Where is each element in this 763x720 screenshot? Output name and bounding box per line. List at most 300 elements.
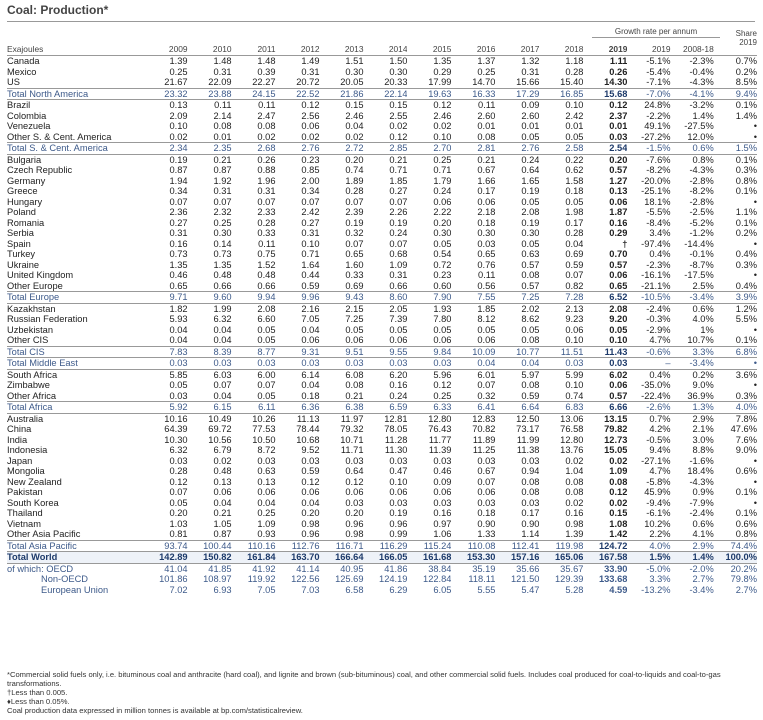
table-cell: 69.72 [208, 424, 232, 434]
table-cell: 0.25 [257, 508, 276, 518]
table-cell: 0.8% [735, 529, 757, 539]
table-row [7, 435, 757, 446]
table-cell: • [753, 324, 757, 335]
table-cell: 0.08 [565, 476, 584, 487]
table-cell: 0.18 [477, 508, 496, 518]
table-cell: -3.2% [689, 100, 714, 110]
table-cell: 0.31 [213, 186, 232, 196]
total-row [7, 88, 757, 100]
table-cell: 15.68 [583, 88, 627, 100]
table-cell: 0.05 [169, 497, 188, 508]
table-cell: 21.67 [164, 77, 188, 87]
table-cell: 0.28 [345, 186, 364, 196]
table-cell: 150.82 [188, 552, 232, 564]
row-label: Other S. & Cent. America [7, 131, 112, 142]
table-cell: 1.39 [169, 56, 188, 66]
table-cell: -0.3% [646, 314, 671, 324]
table-cell: 0.02 [565, 455, 584, 466]
table-cell: 0.65 [345, 249, 364, 259]
table-cell: 0.21 [345, 390, 364, 401]
table-cell: -6.1% [646, 508, 671, 518]
table-cell: 0.04 [301, 324, 320, 335]
table-cell: 9.43 [320, 292, 364, 304]
table-cell: 0.05 [433, 238, 452, 249]
table-cell: 20.2% [730, 563, 757, 574]
table-cell: • [753, 131, 757, 142]
table-cell: 0.15 [609, 508, 628, 518]
table-cell: 5.97 [521, 369, 540, 380]
table-cell: -10.5% [627, 292, 670, 304]
table-cell: -2.9% [646, 324, 671, 335]
table-cell: 0.25 [433, 390, 452, 401]
table-row [7, 176, 757, 187]
table-cell: 0.03 [320, 358, 364, 370]
table-cell: 1.33 [477, 529, 496, 539]
row-label: Total Europe [7, 292, 144, 304]
table-cell: 11.71 [340, 445, 364, 455]
table-row [7, 77, 757, 88]
table-cell: 7.55 [451, 292, 495, 304]
table-cell: 1.79 [433, 175, 452, 186]
row-label: Germany [7, 175, 46, 186]
table-cell: 23.88 [188, 88, 232, 100]
table-cell: 0.08 [477, 131, 496, 142]
table-cell: 0.06 [389, 335, 408, 345]
table-cell: 0.1% [735, 487, 757, 497]
table-cell: 2.39 [345, 207, 364, 217]
table-cell: 0.71 [301, 249, 320, 259]
table-cell: 9.31 [276, 346, 320, 358]
table-cell: 1.39 [565, 529, 584, 539]
table-cell: -25.1% [641, 186, 671, 196]
table-row [7, 335, 757, 346]
table-cell: 8.72 [257, 445, 276, 455]
table-cell: 0.73 [213, 249, 232, 259]
table-cell: 0.30 [433, 228, 452, 238]
table-row [7, 325, 757, 336]
table-cell: 0.03 [301, 455, 320, 466]
table-cell: 77.53 [252, 424, 276, 434]
table-cell: 0.59 [521, 390, 540, 401]
table-cell: 0.07 [345, 238, 364, 249]
table-cell: 9.0% [735, 445, 757, 455]
table-cell: -5.0% [646, 563, 671, 574]
table-cell: 2.18 [477, 207, 496, 217]
column-header: Exajoules [7, 44, 144, 56]
table-cell: 0.02 [433, 121, 452, 131]
row-label: Total World [7, 552, 144, 564]
table-cell: 9.4% [714, 88, 757, 100]
table-cell: 0.2% [735, 228, 757, 238]
table-cell: 0.94 [521, 466, 540, 476]
table-cell: 0.11 [214, 100, 232, 110]
row-label: United Kingdom [7, 270, 74, 280]
table-cell: 0.46 [169, 270, 188, 280]
table-row [7, 445, 757, 456]
table-cell: 0.75 [257, 249, 276, 259]
table-cell: 2.13 [565, 303, 584, 314]
total-row [7, 292, 757, 304]
table-cell: 6.03 [213, 369, 232, 380]
table-cell: 163.70 [276, 552, 320, 564]
table-cell: 6.20 [389, 369, 408, 380]
table-cell: 0.04 [213, 335, 232, 345]
table-cell: 0.16 [389, 380, 408, 390]
table-cell: 0.07 [389, 196, 408, 207]
table-cell: 1.4% [671, 552, 714, 564]
table-cell: 10.77 [495, 346, 539, 358]
table-cell: 76.58 [560, 424, 584, 434]
table-cell: 2.76 [495, 143, 539, 155]
table-cell: 0.08 [521, 270, 540, 280]
table-cell: 2.46 [433, 110, 452, 121]
table-cell: 1.5% [714, 143, 757, 155]
table-cell: 4.59 [609, 584, 628, 595]
table-cell: 1.60 [345, 259, 364, 270]
table-cell: 33.90 [604, 563, 628, 574]
table-cell: 116.29 [364, 540, 408, 552]
table-cell: -1.2% [689, 228, 714, 238]
table-cell: 1.52 [257, 259, 276, 270]
table-cell: 7.90 [407, 292, 451, 304]
table-cell: 0.10 [169, 121, 188, 131]
table-cell: 18.1% [644, 196, 671, 207]
table-cell: 125.69 [335, 574, 364, 584]
row-label: Non-OECD [41, 574, 89, 584]
table-cell: 0.06 [301, 121, 320, 131]
table-cell: 41.14 [296, 563, 320, 574]
row-label: Vietnam [7, 518, 41, 529]
table-cell: 2.33 [257, 207, 276, 217]
table-cell: 0.18 [477, 217, 496, 228]
table-cell: 0.27 [389, 186, 408, 196]
table-cell: 1.51 [345, 56, 364, 66]
column-header: 2009 [144, 44, 188, 56]
table-cell: 0.57 [609, 390, 628, 401]
table-cell: 0.59 [565, 259, 584, 270]
table-row [7, 67, 757, 78]
row-label: Japan [7, 455, 33, 466]
table-cell: 0.65 [477, 249, 496, 259]
table-cell: 166.05 [364, 552, 408, 564]
table-cell: 0.16 [169, 238, 188, 249]
table-cell: 0.28 [257, 217, 276, 228]
table-cell: 0.4% [649, 249, 671, 259]
total-row [7, 540, 757, 552]
table-cell: 0.19 [389, 508, 408, 518]
table-cell: 0.29 [609, 228, 628, 238]
table-cell: 36.9% [687, 390, 714, 401]
table-cell: 20.72 [296, 77, 320, 87]
table-cell: -35.0% [641, 380, 671, 390]
table-cell: 1.64 [301, 259, 320, 270]
table-cell: 35.66 [516, 563, 540, 574]
table-cell: 0.12 [389, 131, 408, 142]
table-cell: 1.99 [213, 303, 232, 314]
table-cell: 1.09 [609, 466, 628, 476]
table-cell: 19.63 [407, 88, 451, 100]
table-cell: 0.06 [609, 270, 628, 280]
table-cell: 0.04 [169, 324, 188, 335]
table-cell: 1.48 [257, 56, 276, 66]
table-cell: 17.29 [495, 88, 539, 100]
table-cell: -8.2% [646, 165, 671, 175]
table-cell: 2.26 [389, 207, 408, 217]
table-cell: 8.8% [692, 445, 714, 455]
row-label: Spain [7, 238, 31, 249]
column-header [714, 44, 757, 56]
table-cell: 0.03 [169, 390, 188, 401]
table-cell: 6.29 [389, 584, 408, 595]
table-cell: 0.74 [565, 390, 584, 401]
table-cell: 0.31 [389, 270, 408, 280]
table-cell: 0.05 [521, 238, 540, 249]
table-cell: 0.6% [671, 143, 714, 155]
table-cell: 7.05 [257, 584, 276, 595]
table-cell: 0.48 [213, 270, 232, 280]
table-cell: 0.02 [565, 497, 584, 508]
table-row [7, 563, 757, 574]
table-cell: 0.25 [169, 66, 188, 77]
table-row [7, 165, 757, 176]
table-cell: 3.6% [735, 369, 757, 380]
table-cell: 1.94 [169, 175, 188, 186]
footnote: ♦Less than 0.05%. [7, 697, 70, 706]
table-cell: 0.82 [565, 280, 584, 291]
table-cell: 12.0% [687, 131, 714, 142]
table-cell: 119.92 [247, 574, 276, 584]
table-cell: 4.7% [649, 466, 671, 476]
table-cell: 0.06 [477, 196, 496, 207]
table-cell: 2.72 [320, 143, 364, 155]
table-cell: 0.8% [692, 154, 714, 165]
table-cell: 0.21 [477, 154, 496, 165]
table-cell: 0.6% [692, 303, 714, 314]
table-cell: 0.7% [735, 56, 757, 66]
table-cell: 0.90 [521, 518, 540, 529]
table-cell: 1.92 [213, 175, 232, 186]
table-cell: 0.09 [521, 100, 540, 110]
table-cell: -2.3% [646, 259, 671, 270]
table-cell: 0.57 [609, 259, 628, 270]
table-cell: 0.03 [276, 358, 320, 370]
table-cell: 1.4% [735, 110, 757, 121]
row-label: Australia [7, 413, 44, 424]
table-cell: 1.58 [565, 175, 584, 186]
table-cell: 10.49 [208, 413, 232, 424]
table-cell: 0.7% [649, 413, 671, 424]
table-cell: 70.82 [472, 424, 496, 434]
table-cell: -0.4% [689, 66, 714, 77]
table-cell: 0.03 [257, 455, 276, 466]
table-cell: 0.17 [477, 186, 496, 196]
table-cell: -4.1% [671, 88, 714, 100]
table-cell: 0.25 [213, 217, 232, 228]
table-cell: 1.4% [692, 110, 714, 121]
table-cell: 0.16 [565, 508, 584, 518]
table-cell: 0.87 [213, 529, 232, 539]
table-cell: 0.1% [735, 186, 757, 196]
table-cell: 0.6% [692, 518, 714, 529]
table-cell: 0.74 [345, 165, 364, 175]
table-cell: 2.60 [521, 110, 540, 121]
table-cell: 0.03 [169, 455, 188, 466]
table-cell: 0.25 [477, 66, 496, 77]
table-cell: 5.55 [477, 584, 496, 595]
table-cell: 7.25 [345, 314, 364, 324]
table-cell: 0.87 [169, 165, 188, 175]
table-cell: 2.5% [692, 280, 714, 291]
table-cell: 2.34 [144, 143, 188, 155]
table-cell: 0.07 [477, 380, 496, 390]
table-cell: 11.97 [340, 413, 364, 424]
row-label: Other Europe [7, 280, 63, 291]
table-cell: 2.16 [301, 303, 320, 314]
coal-production-table [7, 44, 757, 595]
table-cell: 7.25 [495, 292, 539, 304]
table-cell: 0.03 [539, 358, 583, 370]
table-cell: 0.06 [345, 487, 364, 497]
row-label: Total S. & Cent. America [7, 143, 144, 155]
table-cell: 2.7% [692, 574, 714, 584]
table-cell: 0.54 [433, 249, 452, 259]
table-cell: 0.03 [477, 238, 496, 249]
table-cell: 9.71 [144, 292, 188, 304]
table-row [7, 380, 757, 391]
table-cell: 0.85 [301, 165, 320, 175]
table-cell: 0.07 [477, 476, 496, 487]
table-cell: 121.50 [511, 574, 540, 584]
table-cell: -3.4% [671, 358, 714, 370]
table-cell: 0.44 [301, 270, 320, 280]
table-cell: 0.10 [565, 335, 584, 345]
table-cell: 0.06 [477, 335, 496, 345]
table-cell: 0.18 [301, 390, 320, 401]
row-label: India [7, 434, 28, 445]
table-cell: 2.9% [692, 413, 714, 424]
table-cell: 6.33 [407, 402, 451, 414]
table-cell: 0.68 [389, 249, 408, 259]
table-cell: 0.03 [609, 131, 628, 142]
table-cell: • [753, 380, 757, 390]
table-cell: 1.05 [213, 518, 232, 529]
table-cell: 0.06 [433, 196, 452, 207]
column-header: 2019 [583, 44, 627, 56]
table-cell: 0.05 [257, 324, 276, 335]
table-cell: 2.9% [671, 540, 714, 552]
table-cell: 3.4% [649, 228, 671, 238]
table-cell: 5.92 [144, 402, 188, 414]
table-cell: 6.32 [213, 314, 232, 324]
table-cell: 1.08 [609, 518, 628, 529]
table-cell: 6.58 [345, 584, 364, 595]
table-cell: 6.11 [232, 402, 276, 414]
table-cell: 0.71 [433, 165, 452, 175]
table-cell: 6.15 [188, 402, 232, 414]
table-cell: 11.25 [472, 445, 496, 455]
table-cell: 1.87 [609, 207, 628, 217]
row-label: Uzbekistan [7, 324, 53, 335]
table-cell: 7.03 [301, 584, 320, 595]
table-cell: 0.28 [565, 66, 584, 77]
table-cell: 18.4% [687, 466, 714, 476]
table-cell: 2.32 [213, 207, 232, 217]
table-cell: 7.02 [169, 584, 188, 595]
table-cell: 0.01 [213, 131, 232, 142]
table-cell: 0.12 [345, 476, 364, 487]
table-cell: 0.01 [609, 121, 628, 131]
row-label: Russian Federation [7, 314, 88, 324]
table-cell: 10.68 [296, 434, 320, 445]
table-cell: 2.81 [451, 143, 495, 155]
table-cell: 1% [700, 324, 714, 335]
table-cell: 0.96 [301, 529, 320, 539]
table-cell: 2.46 [345, 110, 364, 121]
table-cell: 0.03 [345, 497, 364, 508]
column-header: 2015 [407, 44, 451, 56]
table-cell: 2.00 [301, 175, 320, 186]
table-cell: 6.60 [257, 314, 276, 324]
table-cell: 0.62 [565, 165, 584, 175]
table-cell: • [753, 476, 757, 487]
table-cell: 2.58 [539, 143, 583, 155]
table-cell: -0.1% [689, 249, 714, 259]
column-header: 2016 [451, 44, 495, 56]
table-cell: 23.32 [144, 88, 188, 100]
table-cell: -3.4% [671, 292, 714, 304]
table-cell: 0.07 [389, 238, 408, 249]
row-label: Total North America [7, 88, 144, 100]
table-cell: 73.17 [516, 424, 540, 434]
table-cell: 0.14 [213, 238, 232, 249]
table-cell: 0.20 [433, 217, 452, 228]
table-cell: -22.4% [641, 390, 671, 401]
table-cell: 8.60 [364, 292, 408, 304]
table-cell: 2.42 [565, 110, 584, 121]
table-row [7, 529, 757, 540]
table-cell: 161.84 [232, 552, 276, 564]
table-cell: 78.05 [384, 424, 408, 434]
footnote: Coal production data expressed in million tonnes is available at bp.com/statisticalreview. [7, 706, 303, 715]
table-cell: -2.4% [689, 508, 714, 518]
table-cell: 49.1% [644, 121, 671, 131]
table-cell: 0.05 [345, 324, 364, 335]
table-cell: 2.2% [649, 529, 671, 539]
table-cell: 0.96 [389, 518, 408, 529]
table-cell: 4.1% [692, 529, 714, 539]
table-cell: 110.16 [232, 540, 276, 552]
table-cell: 79.82 [604, 424, 628, 434]
column-header: 2014 [364, 44, 408, 56]
table-cell: 0.47 [389, 466, 408, 476]
table-cell: 0.70 [609, 249, 628, 259]
table-cell: 7.6% [735, 434, 757, 445]
table-cell: 1.03 [169, 518, 188, 529]
table-cell: 0.03 [477, 497, 496, 508]
table-cell: 13.76 [560, 445, 584, 455]
table-cell: 1.35 [169, 259, 188, 270]
table-cell: 0.26 [609, 66, 628, 77]
table-cell: 0.04 [345, 121, 364, 131]
table-cell: 108.97 [203, 574, 232, 584]
row-label: South Korea [7, 497, 59, 508]
table-cell: 100.44 [188, 540, 232, 552]
table-cell: 0.07 [345, 196, 364, 207]
table-cell: -4.3% [689, 476, 714, 487]
table-cell: 0.03 [477, 455, 496, 466]
table-cell: 0.20 [345, 154, 364, 165]
table-cell: 0.22 [565, 154, 584, 165]
